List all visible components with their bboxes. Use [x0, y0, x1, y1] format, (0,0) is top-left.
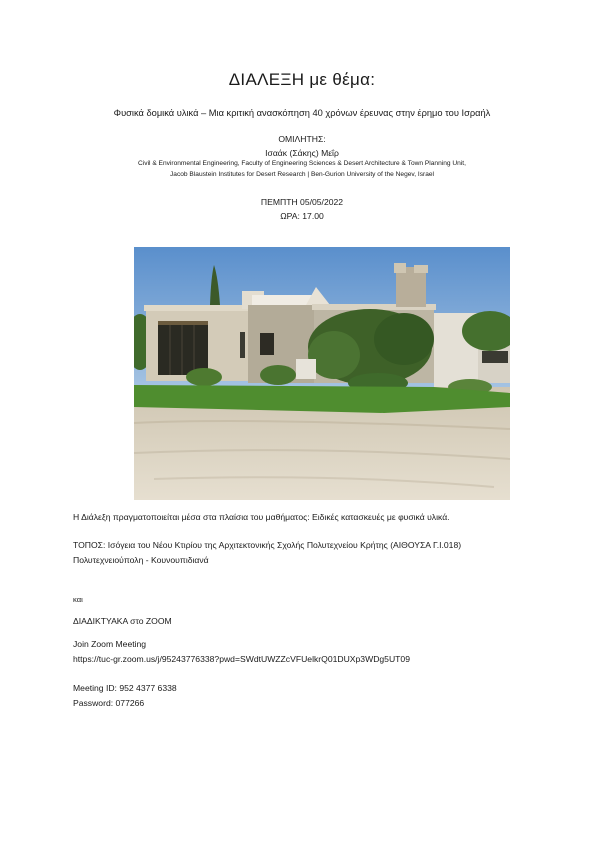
course-info-text: Η Διάλεξη πραγματοποιείται μέσα στα πλαίσια του μαθήματος: Ειδικές κατασκευές με φυσικά υλικά. — [73, 512, 450, 522]
zoom-meeting-link[interactable]: https://tuc-gr.zoom.us/j/95243776338?pwd=SWdtUWZZcVFUelkrQ01DUXp3WDg5UT09 — [73, 654, 410, 664]
speaker-heading: ΟΜΙΛΗΤΗΣ: — [278, 134, 326, 144]
photo-window-large — [158, 321, 208, 375]
online-heading: ΔΙΑΔΙΚΤΥΑΚΑ στο ZOOM — [73, 616, 172, 626]
venue-line-1: ΤΟΠΟΣ: Ισόγεια του Νέου Κτιρίου της Αρχιτεκτονικής Σχολής Πολυτεχνείου Κρήτης (ΑΙΘΟΥΣΑ Γ.Ι.018) — [73, 540, 462, 550]
venue-line-2: Πολυτεχνειούπολη - Κουνουπιδιανά — [73, 555, 209, 565]
lecture-subtitle: Φυσικά δομικά υλικά – Μια κριτική ανασκόπηση 40 χρόνων έρευνας στην έρημο του Ισραήλ — [113, 108, 491, 118]
house-photo — [134, 247, 510, 500]
meeting-id: Meeting ID: 952 4377 6338 — [73, 683, 177, 693]
speaker-affiliation-line-2: Jacob Blaustein Institutes for Desert Research | Ben-Gurion University of the Negev, Israel — [170, 171, 434, 178]
speaker-name: Ισαάκ (Σάκης) Μεΐρ — [265, 148, 339, 158]
meeting-password: Password: 077266 — [73, 698, 145, 708]
page-title: ΔΙΑΛΕΞΗ με θέμα: — [228, 70, 376, 89]
lecture-date: ΠΕΜΠΤΗ 05/05/2022 — [260, 197, 344, 207]
and-text: και — [73, 595, 83, 604]
lecture-time: ΩΡΑ: 17.00 — [280, 211, 324, 221]
speaker-affiliation-line-1: Civil & Environmental Engineering, Faculty of Engineering Sciences & Desert Architecture & Town Planning Unit, — [138, 160, 466, 167]
zoom-join-label: Join Zoom Meeting — [73, 639, 147, 649]
